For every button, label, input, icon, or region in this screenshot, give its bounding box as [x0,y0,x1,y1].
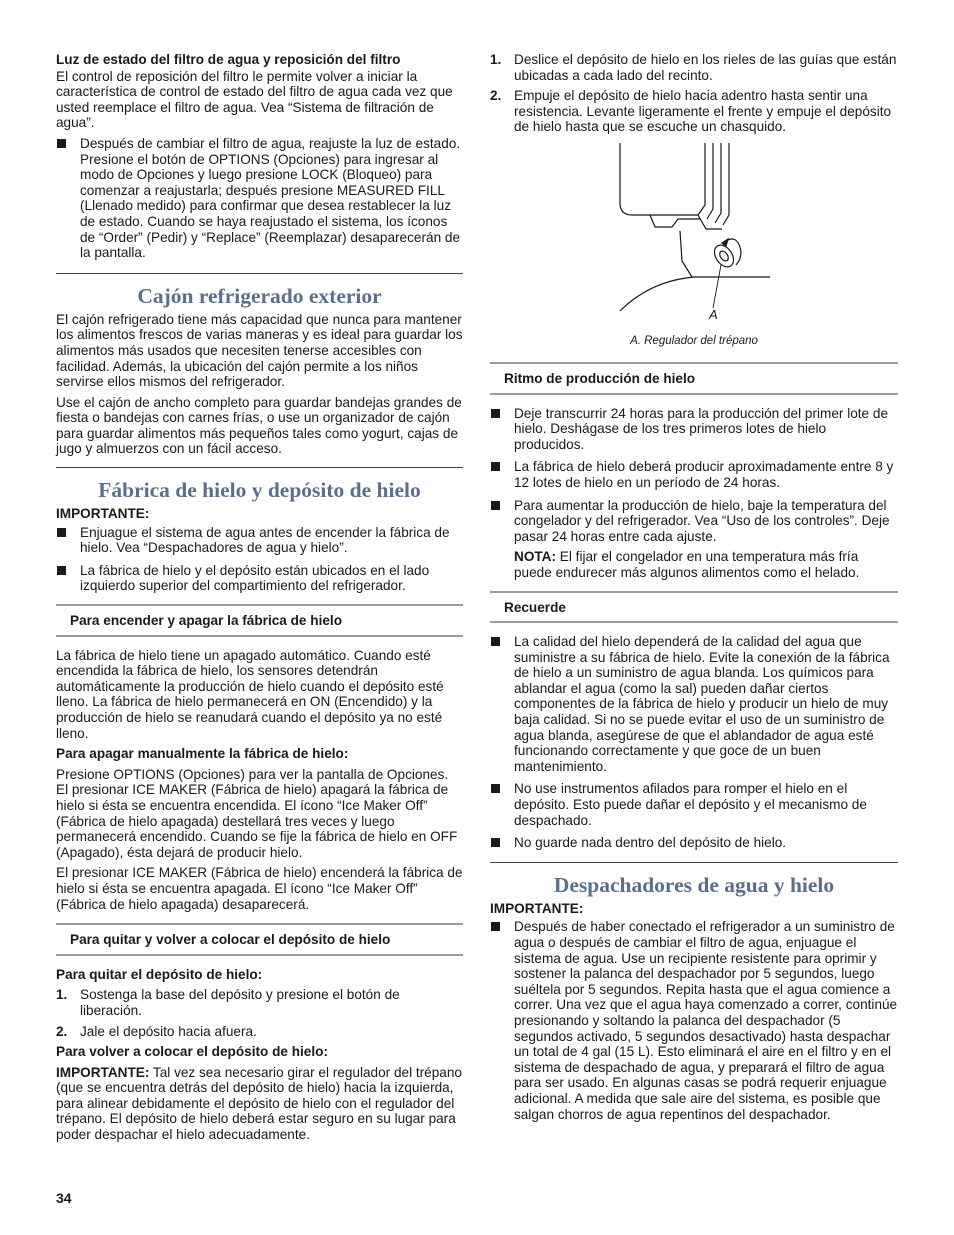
right-column [490,52,898,1129]
remove-bin-steps [56,987,463,1039]
section-divider [56,467,463,468]
remember-list [490,634,898,851]
dispensers-important-label: IMPORTANTE: [490,900,584,916]
drawer-paragraph-1: El cajón refrigerado tiene más capacidad que nunca para mantener los alimentos frescos de varias maneras y es ideal para guardar los alimentos más usados que necesiten tenerse accesibles con facilidad. Además, la ubicación del cajón permite a los niños servirse ellos mismos del refrigerador. [56,311,463,390]
manual-off-heading: Para apagar manualmente la fábrica de hielo: [56,746,349,762]
list-item [56,987,463,1018]
subhead-ice-production-rate: Ritmo de producción de hielo [490,362,898,395]
note-text: El fijar el congelador en una temperatura más fría puede endurecer más algunos alimentos como el helado. [514,549,860,580]
filter-status-list [56,136,463,261]
step-text: Empuje el depósito de hielo hacia adentro hasta sentir una resistencia. Levante ligeramente el frente y empuje el depósito de hielo hasta que se escuche un chasquido. [514,88,892,135]
list-item: Enjuague el sistema de agua antes de encender la fábrica de hielo. Vea “Despachadores de agua y hielo”. [56,525,463,556]
important-text: Tal vez sea necesario girar el regulador del trépano (que se encuentra detrás del depósito de hielo) hacia la izquierda, para alinear debidamente el depósito de hielo con el regulador del trépano. El depósito de hielo deberá estar seguro en su lugar para poder despachar el hielo adecuadamente. [56,1064,462,1143]
list-item: Después de haber conectado el refrigerador a un suministro de agua o después de cambiar el filtro de agua, enjuague el sistema de agua. Use un recipiente resistente para oprimir y sostener la palanca del despachador por 5 segundos, luego suéltela por 5 segundos. Repita hasta que el agua comience a correr. Una vez que el agua haya comenzado a correr, continúe presionando y soltando la palanca del despachador (5 segundos activado, 5 segundos desactivado) hasta despachar un total de 4 gal (15 L). Esto eliminará el aire en el filtro y en el sistema de despachado de agua, y preparará el filtro de agua para ser usado. En algunas casas se podrá requerir enjuague adicional. A medida que sale aire del sistema, es posible que salgan chorros de agua repentinos del despachador. [490,919,898,1122]
step-number: 1. [490,52,502,67]
replace-bin-steps [490,52,898,135]
step-text: Deslice el depósito de hielo en los rieles de las guías que están ubicadas a cada lado del recinto. [514,52,897,83]
step-number: 1. [56,987,68,1003]
manual-off-paragraph-2: El presionar ICE MAKER (Fábrica de hielo) encenderá la fábrica de hielo si ésta se encuentra apagada. El ícono “Ice Maker Off” (Fábrica de hielo apagada) desaparecerá. [56,865,463,912]
section-title-drawer: Cajón refrigerado exterior [137,283,382,308]
subhead-remove-replace-bin: Para quitar y volver a colocar el depósito de hielo [56,923,463,956]
on-off-paragraph: La fábrica de hielo tiene un apagado automático. Cuando esté encendida la fábrica de hielo, los sensores detendrán automáticamente la producción de hielo cuando el depósito esté lleno. La fábrica de hielo permanecerá en ON (Encendido) y la producción de hielo se reanudará cuando el depósito ya no esté lleno. [56,647,444,741]
subhead-remember: Recuerde [490,591,898,624]
list-item: Para aumentar la producción de hielo, baje la temperatura del congelador y del refrigerador. Vea “Uso de los controles”. Deje pasar 24 horas entre cada ajuste. [490,498,898,545]
list-item: Deje transcurrir 24 horas para la producción del primer lote de hielo. Deshágase de los tres primeros lotes de hielo producidos. [490,406,898,453]
auger-regulator-figure [490,143,898,383]
dispensers-list [490,919,898,1122]
list-item: No use instrumentos afilados para romper el hielo en el depósito. Esto puede dañar el depósito y el mecanismo de despachado. [490,781,898,828]
section-divider [56,273,463,274]
production-rate-note [490,549,898,580]
note-label: NOTA: [514,549,557,565]
manual-off-paragraph-1: Presione OPTIONS (Opciones) para ver la pantalla de Opciones. El presionar ICE MAKER (Fábrica de hielo) apagará la fábrica de hielo si ésta se encuentra encendida. El ícono “Ice Maker Off” (Fábrica de hielo apagada) destellará tres veces y luego permanecerá encendido. Cuando se fije la fábrica de hielo en OFF (Apagado), ésta dejará de producir hielo. [56,766,458,860]
list-item: No guarde nada dentro del depósito de hielo. [490,835,898,851]
step-number: 2. [56,1023,68,1039]
step-text: Jale el depósito hacia afuera. [80,1023,257,1039]
important-label: IMPORTANTE: [56,1064,150,1080]
list-item [490,88,898,135]
step-text: Sostenga la base del depósito y presione el botón de liberación. [80,987,400,1018]
step-number: 2. [490,88,502,104]
list-item: Después de cambiar el filtro de agua, reajuste la luz de estado. Presione el botón de OPTIONS (Opciones) para ingresar al modo de Opciones y luego presione LOCK (Bloqueo) para comenzar a reajustarla; después presione MEASURED FILL (Llenado medido) para confirmar que desea restablecer la luz de estado. Cuando se haya reajustado el sistema, los íconos de “Order” (Pedir) y “Replace” (Reemplazar) desaparecerán de la pantalla. [56,136,463,261]
figure-caption: A. Regulador del trépano [630,334,758,347]
list-item: La fábrica de hielo deberá producir aproximadamente entre 8 y 12 lotes de hielo en un período de 24 horas. [490,459,898,490]
page-number: 34 [56,1190,72,1206]
section-title-dispensers: Despachadores de agua y hielo [553,872,835,897]
section-divider [490,862,898,863]
list-item [56,1024,463,1040]
left-column [56,52,463,1148]
filter-status-paragraph: El control de reposición del filtro le permite volver a iniciar la característica de control de estado del filtro de agua cada vez que usted reemplace el filtro de agua. Vea “Sistema de filtración de agua”. [56,68,453,131]
subhead-on-off: Para encender y apagar la fábrica de hielo [56,604,463,637]
filter-status-heading: Luz de estado del filtro de agua y reposición del filtro [56,52,401,67]
replace-bin-important [56,1065,463,1143]
production-rate-list [490,406,898,545]
remove-bin-heading: Para quitar el depósito de hielo: [56,966,263,982]
auger-regulator-illustration [610,143,770,313]
ice-important-label: IMPORTANTE: [56,506,150,522]
ice-important-list [56,525,463,594]
section-title-ice-maker: Fábrica de hielo y depósito de hielo [98,478,421,503]
list-item: La fábrica de hielo y el depósito están ubicados en el lado izquierdo superior del compartimiento del refrigerador. [56,563,463,594]
list-item [490,52,898,83]
replace-bin-heading: Para volver a colocar el depósito de hielo: [56,1044,328,1060]
figure-label-letter: A [709,306,718,322]
drawer-paragraph-2: Use el cajón de ancho completo para guardar bandejas grandes de fiesta o bandejas con carnes frías, o use un organizador de cajón para guardar alimentos más pequeños tales como yogurt, cajas de jugo y almuerzos con un fácil acceso. [56,394,462,457]
list-item: La calidad del hielo dependerá de la calidad del agua que suministre a su fábrica de hielo. Evite la conexión de la fábrica de hielo a un suministro de agua blanda. Los químicos para ablandar el agua (como la sal) pueden dañar ciertos componentes de la fábrica de hielo y producir un hielo de muy baja calidad. Si no se puede evitar el uso de un suministro de agua blanda, asegúrese de que el ablandador de agua esté funcionando correctamente y que goce de un buen mantenimiento. [490,634,898,774]
